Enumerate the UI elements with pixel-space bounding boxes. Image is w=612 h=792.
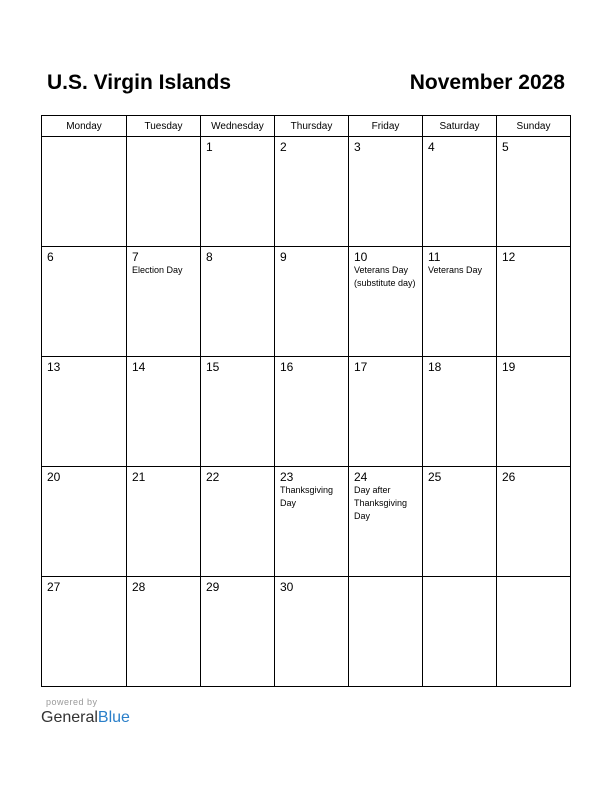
holiday-label: Veterans Day bbox=[428, 265, 483, 275]
day-cell bbox=[201, 247, 275, 357]
holiday-label: Thanksgiving Day bbox=[280, 485, 334, 508]
day-number: 18 bbox=[428, 360, 442, 374]
brand-name-general: General bbox=[41, 709, 98, 726]
day-cell bbox=[275, 357, 349, 467]
day-number: 26 bbox=[502, 470, 516, 484]
day-cell bbox=[42, 577, 127, 687]
day-cell bbox=[423, 357, 497, 467]
day-number: 29 bbox=[206, 580, 220, 594]
day-cell bbox=[42, 467, 127, 577]
day-number: 6 bbox=[47, 250, 54, 264]
day-cell bbox=[127, 467, 201, 577]
day-cell bbox=[423, 137, 497, 247]
day-cell bbox=[349, 357, 423, 467]
weekday-header: Thursday bbox=[275, 116, 349, 137]
day-number: 15 bbox=[206, 360, 220, 374]
day-cell bbox=[201, 467, 275, 577]
day-number: 24 bbox=[354, 470, 368, 484]
day-number: 19 bbox=[502, 360, 516, 374]
day-cell bbox=[275, 137, 349, 247]
holiday-label: Day after Thanksgiving Day bbox=[354, 485, 408, 521]
day-number: 11 bbox=[428, 250, 441, 264]
day-cell bbox=[423, 577, 497, 687]
day-number: 1 bbox=[206, 140, 213, 154]
day-cell bbox=[349, 137, 423, 247]
day-cell bbox=[127, 577, 201, 687]
holiday-label: Election Day bbox=[132, 265, 183, 275]
weekday-header: Tuesday bbox=[127, 116, 201, 137]
region-title: U.S. Virgin Islands bbox=[47, 71, 231, 94]
day-cell bbox=[275, 467, 349, 577]
day-cell bbox=[127, 357, 201, 467]
day-number: 22 bbox=[206, 470, 220, 484]
day-number: 12 bbox=[502, 250, 516, 264]
day-cell bbox=[201, 137, 275, 247]
week-row bbox=[42, 357, 571, 467]
month-year-title: November 2028 bbox=[409, 71, 565, 94]
day-number: 9 bbox=[280, 250, 287, 264]
day-cell bbox=[349, 467, 423, 577]
powered-by-text: powered by bbox=[46, 697, 98, 707]
day-cell bbox=[349, 247, 423, 357]
calendar-grid bbox=[41, 115, 571, 687]
day-number: 20 bbox=[47, 470, 61, 484]
weekday-header-row bbox=[42, 116, 571, 137]
day-cell bbox=[127, 247, 201, 357]
holiday-label: Veterans Day (substitute day) bbox=[354, 265, 416, 288]
day-number: 10 bbox=[354, 250, 368, 264]
day-cell bbox=[42, 357, 127, 467]
day-cell bbox=[201, 357, 275, 467]
weekday-header: Monday bbox=[42, 116, 127, 137]
day-cell bbox=[497, 467, 571, 577]
weekday-header: Friday bbox=[349, 116, 423, 137]
day-number: 8 bbox=[206, 250, 213, 264]
day-cell bbox=[497, 577, 571, 687]
day-cell bbox=[423, 467, 497, 577]
day-number: 25 bbox=[428, 470, 442, 484]
day-cell bbox=[275, 577, 349, 687]
weekday-header: Saturday bbox=[423, 116, 497, 137]
footer-branding bbox=[41, 697, 130, 728]
day-number: 4 bbox=[428, 140, 435, 154]
day-cell bbox=[497, 247, 571, 357]
day-cell bbox=[497, 137, 571, 247]
day-number: 28 bbox=[132, 580, 146, 594]
day-cell bbox=[201, 577, 275, 687]
brand-name-blue: Blue bbox=[97, 709, 130, 726]
day-number: 7 bbox=[132, 250, 139, 264]
week-row bbox=[42, 467, 571, 577]
week-row bbox=[42, 137, 571, 247]
week-row bbox=[42, 247, 571, 357]
day-number: 27 bbox=[47, 580, 61, 594]
day-cell bbox=[127, 137, 201, 247]
day-number: 23 bbox=[280, 470, 294, 484]
day-cell bbox=[275, 247, 349, 357]
brand-logo bbox=[41, 708, 130, 728]
day-cell bbox=[42, 137, 127, 247]
weekday-header: Sunday bbox=[497, 116, 571, 137]
day-number: 21 bbox=[132, 470, 146, 484]
day-cell bbox=[349, 577, 423, 687]
day-number: 2 bbox=[280, 140, 287, 154]
day-cell bbox=[42, 247, 127, 357]
weekday-header: Wednesday bbox=[201, 116, 275, 137]
day-number: 30 bbox=[280, 580, 294, 594]
day-number: 13 bbox=[47, 360, 61, 374]
day-number: 17 bbox=[354, 360, 368, 374]
day-number: 5 bbox=[502, 140, 509, 154]
day-number: 14 bbox=[132, 360, 146, 374]
week-row bbox=[42, 577, 571, 687]
day-cell bbox=[423, 247, 497, 357]
day-number: 16 bbox=[280, 360, 294, 374]
day-cell bbox=[497, 357, 571, 467]
day-number: 3 bbox=[354, 140, 361, 154]
